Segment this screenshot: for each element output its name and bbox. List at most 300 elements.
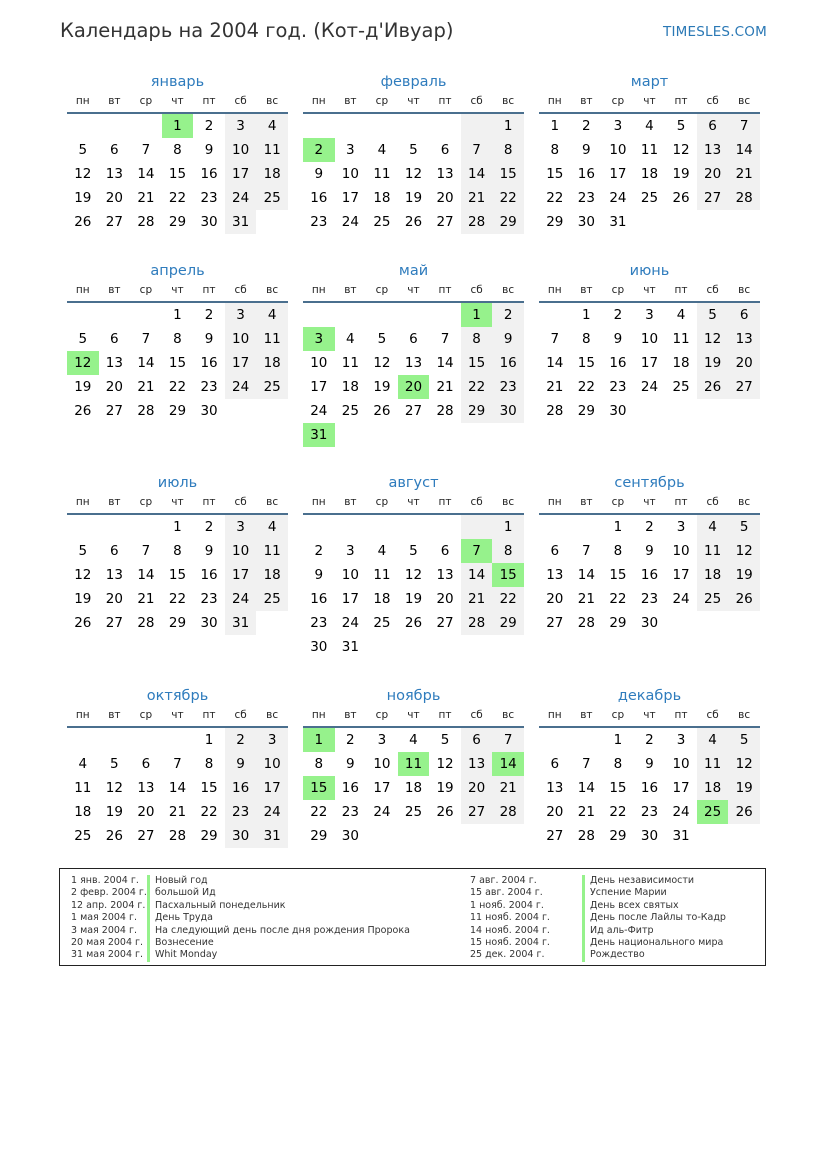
week-row bbox=[539, 563, 760, 587]
weekday-label: вт bbox=[108, 709, 121, 721]
day-cell: 2 bbox=[645, 732, 654, 748]
legend-date: 2 февр. 2004 г. bbox=[71, 887, 147, 899]
day-cell: 30 bbox=[200, 214, 218, 230]
day-cell: 6 bbox=[409, 331, 418, 347]
weekday-label: ср bbox=[611, 496, 625, 508]
day-cell: 25 bbox=[341, 403, 359, 419]
week-row bbox=[539, 824, 760, 848]
day-cell: 13 bbox=[137, 780, 155, 796]
empty-cell bbox=[366, 635, 398, 659]
weekday-header bbox=[303, 707, 524, 728]
month-7 bbox=[67, 473, 288, 635]
legend-date: 20 мая 2004 г. bbox=[71, 936, 144, 948]
day-cell: 15 bbox=[609, 567, 627, 583]
day-cell: 29 bbox=[577, 403, 595, 419]
weekday-label: вт bbox=[344, 709, 357, 721]
day-cell: 11 bbox=[256, 327, 288, 351]
day-cell: 16 bbox=[310, 591, 328, 607]
day-cell: 28 bbox=[137, 403, 155, 419]
legend-marker bbox=[147, 925, 150, 937]
day-cell: 10 bbox=[225, 138, 257, 162]
weekday-label: пн bbox=[311, 284, 326, 296]
day-cell: 24 bbox=[256, 800, 288, 824]
legend-name: Новый год bbox=[155, 875, 208, 886]
day-cell: 3 bbox=[676, 519, 686, 535]
empty-cell bbox=[398, 635, 430, 659]
day-cell: 12 bbox=[728, 752, 760, 776]
week-row bbox=[539, 303, 760, 327]
day-cell: 1 bbox=[173, 307, 182, 323]
day-cell: 24 bbox=[341, 615, 359, 631]
day-cell: 22 bbox=[577, 379, 595, 395]
empty-cell bbox=[256, 399, 288, 423]
day-cell: 18 bbox=[341, 379, 359, 395]
site-link[interactable]: TIMESLES.COM bbox=[663, 24, 767, 40]
day-cell: 28 bbox=[436, 403, 454, 419]
weekday-label: чт bbox=[171, 95, 184, 107]
empty-cell bbox=[665, 210, 697, 234]
week-row bbox=[67, 752, 288, 776]
day-cell: 19 bbox=[672, 166, 690, 182]
day-cell: 13 bbox=[728, 327, 760, 351]
day-cell: 13 bbox=[546, 567, 564, 583]
day-cell: 8 bbox=[173, 543, 182, 559]
day-cell: 26 bbox=[404, 214, 423, 230]
legend-date: 1 мая 2004 г. bbox=[71, 912, 137, 924]
day-cell: 27 bbox=[728, 375, 760, 399]
day-cell: 9 bbox=[204, 142, 214, 158]
day-cell: 15 bbox=[492, 162, 524, 186]
day-cell: 8 bbox=[173, 331, 182, 347]
weekday-label: пт bbox=[202, 284, 216, 296]
day-cell: 25 bbox=[697, 587, 729, 611]
legend-date: 31 мая 2004 г. bbox=[71, 949, 144, 961]
month-4 bbox=[67, 261, 288, 423]
legend-marker bbox=[147, 912, 150, 924]
weekday-label: пт bbox=[438, 284, 452, 296]
day-cell: 2 bbox=[303, 138, 335, 162]
weekday-label: пн bbox=[547, 284, 562, 296]
empty-cell bbox=[67, 303, 99, 327]
day-cell: 27 bbox=[546, 828, 564, 844]
empty-cell bbox=[634, 210, 666, 234]
week-row bbox=[303, 423, 524, 447]
week-row bbox=[67, 351, 288, 375]
empty-cell bbox=[665, 611, 697, 635]
week-row bbox=[539, 399, 760, 423]
empty-cell bbox=[366, 515, 398, 539]
day-cell: 13 bbox=[546, 780, 564, 796]
day-cell: 2 bbox=[645, 519, 654, 535]
weekday-header bbox=[67, 494, 288, 515]
day-cell: 23 bbox=[225, 800, 257, 824]
weekday-label: сб bbox=[470, 284, 483, 296]
month-8 bbox=[303, 473, 524, 659]
weekday-label: пн bbox=[75, 95, 90, 107]
day-cell: 4 bbox=[409, 732, 418, 748]
empty-cell bbox=[728, 399, 760, 423]
day-cell: 6 bbox=[440, 543, 450, 559]
day-cell: 15 bbox=[577, 355, 595, 371]
day-cell: 22 bbox=[168, 591, 187, 607]
legend-column-right bbox=[470, 875, 726, 962]
empty-cell bbox=[571, 728, 603, 752]
empty-cell bbox=[697, 210, 729, 234]
day-cell: 15 bbox=[546, 166, 564, 182]
weekday-label: вт bbox=[108, 496, 121, 508]
week-row bbox=[303, 210, 524, 234]
day-cell: 9 bbox=[314, 567, 324, 583]
week-row bbox=[303, 186, 524, 210]
day-cell: 19 bbox=[697, 351, 729, 375]
day-cell: 5 bbox=[728, 728, 760, 752]
week-row bbox=[67, 375, 288, 399]
holiday-legend bbox=[59, 868, 766, 966]
day-cell: 4 bbox=[346, 331, 355, 347]
legend-row bbox=[71, 900, 410, 912]
weekday-label: пт bbox=[202, 95, 216, 107]
weekday-label: сб bbox=[470, 709, 483, 721]
empty-cell bbox=[303, 303, 335, 327]
day-cell: 5 bbox=[78, 142, 88, 158]
legend-column-left bbox=[71, 875, 410, 962]
week-row bbox=[303, 351, 524, 375]
day-cell: 2 bbox=[492, 303, 524, 327]
day-cell: 5 bbox=[409, 543, 418, 559]
week-row bbox=[539, 587, 760, 611]
day-cell: 18 bbox=[672, 355, 690, 371]
week-row bbox=[303, 752, 524, 776]
empty-cell bbox=[398, 303, 430, 327]
day-cell: 4 bbox=[697, 515, 729, 539]
day-cell: 7 bbox=[461, 539, 493, 563]
empty-cell bbox=[461, 824, 493, 848]
empty-cell bbox=[429, 515, 461, 539]
weekday-label: чт bbox=[407, 284, 420, 296]
month-name: сентябрь bbox=[614, 475, 685, 491]
day-cell: 23 bbox=[492, 375, 524, 399]
day-cell: 9 bbox=[645, 543, 654, 559]
day-cell: 30 bbox=[577, 214, 595, 230]
day-cell: 13 bbox=[697, 138, 729, 162]
week-row bbox=[303, 728, 524, 752]
legend-row bbox=[470, 937, 726, 949]
legend-row bbox=[71, 912, 410, 924]
day-cell: 6 bbox=[110, 543, 119, 559]
day-cell: 17 bbox=[225, 563, 257, 587]
month-name: ноябрь bbox=[386, 688, 441, 704]
day-cell: 18 bbox=[373, 190, 391, 206]
day-cell: 2 bbox=[613, 307, 623, 323]
legend-marker bbox=[582, 949, 585, 961]
day-cell: 29 bbox=[168, 403, 187, 419]
week-row bbox=[67, 114, 288, 138]
weekday-label: ср bbox=[139, 95, 153, 107]
legend-name: Рождество bbox=[590, 949, 645, 961]
day-cell: 18 bbox=[404, 780, 423, 796]
legend-row bbox=[470, 887, 726, 899]
day-cell: 23 bbox=[200, 591, 218, 607]
week-row bbox=[67, 303, 288, 327]
day-cell: 28 bbox=[168, 828, 187, 844]
day-cell: 14 bbox=[546, 355, 564, 371]
legend-name: Whit Monday bbox=[155, 949, 218, 961]
weekday-label: вт bbox=[344, 95, 357, 107]
empty-cell bbox=[539, 515, 571, 539]
legend-name: На следующий день после дня рождения Пророка bbox=[155, 924, 410, 936]
weekday-label: пн bbox=[311, 95, 326, 107]
legend-name: большой Ид bbox=[155, 887, 216, 899]
day-cell: 7 bbox=[492, 728, 524, 752]
week-row bbox=[303, 824, 524, 848]
empty-cell bbox=[99, 515, 131, 539]
day-cell: 18 bbox=[697, 563, 729, 587]
empty-cell bbox=[130, 303, 162, 327]
day-cell: 30 bbox=[225, 824, 257, 848]
legend-row bbox=[71, 949, 410, 961]
legend-date: 7 авг. 2004 г. bbox=[470, 875, 537, 886]
weekday-label: вт bbox=[344, 284, 357, 296]
day-cell: 3 bbox=[346, 543, 355, 559]
day-cell: 20 bbox=[137, 804, 155, 820]
weekday-label: пн bbox=[75, 709, 90, 721]
day-cell: 1 bbox=[162, 114, 194, 138]
day-cell: 14 bbox=[137, 567, 155, 583]
week-row bbox=[539, 375, 760, 399]
weekday-label: пн bbox=[547, 496, 562, 508]
day-cell: 8 bbox=[492, 138, 524, 162]
day-cell: 25 bbox=[697, 800, 729, 824]
weekday-label: чт bbox=[171, 709, 184, 721]
day-cell: 17 bbox=[672, 780, 690, 796]
day-cell: 8 bbox=[314, 756, 324, 772]
week-row bbox=[67, 162, 288, 186]
day-cell: 24 bbox=[225, 375, 257, 399]
empty-cell bbox=[429, 423, 461, 447]
day-cell: 13 bbox=[404, 355, 423, 371]
empty-cell bbox=[429, 114, 461, 138]
day-cell: 22 bbox=[168, 379, 187, 395]
weekday-label: вт bbox=[344, 496, 357, 508]
weekday-label: пн bbox=[547, 709, 562, 721]
weekday-label: пт bbox=[202, 709, 216, 721]
day-cell: 14 bbox=[461, 162, 493, 186]
empty-cell bbox=[256, 611, 288, 635]
day-cell: 14 bbox=[436, 355, 454, 371]
day-cell: 22 bbox=[492, 587, 524, 611]
day-cell: 22 bbox=[609, 804, 627, 820]
day-cell: 6 bbox=[697, 114, 729, 138]
day-cell: 4 bbox=[256, 303, 288, 327]
week-row bbox=[303, 776, 524, 800]
day-cell: 26 bbox=[728, 800, 760, 824]
day-cell: 22 bbox=[200, 804, 218, 820]
weekday-label: ср bbox=[611, 284, 625, 296]
day-cell: 9 bbox=[314, 166, 324, 182]
weekday-label: пн bbox=[311, 496, 326, 508]
weekday-label: ср bbox=[375, 496, 389, 508]
week-row bbox=[303, 539, 524, 563]
week-row bbox=[67, 776, 288, 800]
week-row bbox=[303, 587, 524, 611]
day-cell: 3 bbox=[676, 732, 686, 748]
day-cell: 12 bbox=[436, 756, 454, 772]
empty-cell bbox=[256, 210, 288, 234]
day-cell: 27 bbox=[436, 214, 454, 230]
day-cell: 18 bbox=[697, 776, 729, 800]
weekday-label: пн bbox=[75, 496, 90, 508]
day-cell: 31 bbox=[256, 824, 288, 848]
weekday-header bbox=[539, 93, 760, 114]
week-row bbox=[67, 800, 288, 824]
weekday-label: чт bbox=[407, 709, 420, 721]
week-row bbox=[303, 399, 524, 423]
day-cell: 11 bbox=[640, 142, 659, 158]
day-cell: 10 bbox=[256, 752, 288, 776]
day-cell: 25 bbox=[404, 804, 423, 820]
day-cell: 28 bbox=[461, 611, 493, 635]
weekday-label: пт bbox=[438, 496, 452, 508]
weekday-label: вт bbox=[580, 709, 593, 721]
empty-cell bbox=[461, 423, 493, 447]
day-cell: 8 bbox=[204, 756, 214, 772]
empty-cell bbox=[461, 515, 493, 539]
day-cell: 15 bbox=[200, 780, 218, 796]
day-cell: 18 bbox=[256, 351, 288, 375]
day-cell: 21 bbox=[728, 162, 760, 186]
day-cell: 12 bbox=[697, 327, 729, 351]
weekday-label: вт bbox=[580, 496, 593, 508]
empty-cell bbox=[634, 399, 666, 423]
empty-cell bbox=[429, 824, 461, 848]
day-cell: 28 bbox=[577, 615, 595, 631]
day-cell: 20 bbox=[728, 351, 760, 375]
day-cell: 3 bbox=[613, 118, 623, 134]
day-cell: 9 bbox=[204, 331, 214, 347]
empty-cell bbox=[461, 635, 493, 659]
day-cell: 23 bbox=[200, 190, 218, 206]
weekday-label: вс bbox=[738, 709, 751, 721]
legend-marker bbox=[147, 887, 150, 899]
day-cell: 11 bbox=[697, 539, 729, 563]
day-cell: 27 bbox=[105, 615, 123, 631]
weekday-label: сб bbox=[706, 95, 719, 107]
day-cell: 29 bbox=[609, 615, 627, 631]
week-row bbox=[67, 824, 288, 848]
day-cell: 6 bbox=[550, 756, 560, 772]
weekday-label: вт bbox=[580, 95, 593, 107]
day-cell: 9 bbox=[645, 756, 654, 772]
empty-cell bbox=[130, 515, 162, 539]
legend-date: 1 янв. 2004 г. bbox=[71, 875, 139, 886]
day-cell: 17 bbox=[672, 567, 690, 583]
empty-cell bbox=[398, 423, 430, 447]
day-cell: 7 bbox=[728, 114, 760, 138]
day-cell: 12 bbox=[404, 567, 423, 583]
weekday-label: пн bbox=[75, 284, 90, 296]
legend-date: 14 нояб. 2004 г. bbox=[470, 924, 550, 936]
day-cell: 4 bbox=[377, 543, 387, 559]
day-cell: 17 bbox=[341, 591, 359, 607]
weekday-label: ср bbox=[139, 496, 153, 508]
day-cell: 30 bbox=[492, 399, 524, 423]
empty-cell bbox=[130, 728, 162, 752]
day-cell: 25 bbox=[74, 828, 92, 844]
day-cell: 7 bbox=[461, 138, 493, 162]
day-cell: 31 bbox=[225, 611, 257, 635]
day-cell: 21 bbox=[577, 804, 595, 820]
day-cell: 5 bbox=[697, 303, 729, 327]
day-cell: 18 bbox=[640, 166, 659, 182]
day-cell: 1 bbox=[550, 118, 560, 134]
day-cell: 3 bbox=[303, 327, 335, 351]
legend-name: Вознесение bbox=[155, 936, 214, 948]
week-row bbox=[67, 539, 288, 563]
day-cell: 6 bbox=[728, 303, 760, 327]
legend-marker bbox=[147, 949, 150, 961]
day-cell: 22 bbox=[492, 186, 524, 210]
day-cell: 2 bbox=[314, 543, 324, 559]
day-cell: 21 bbox=[461, 186, 493, 210]
day-cell: 22 bbox=[609, 591, 627, 607]
day-cell: 12 bbox=[373, 355, 391, 371]
month-name: март bbox=[630, 74, 669, 90]
month-name: май bbox=[398, 263, 429, 279]
day-cell: 23 bbox=[609, 379, 627, 395]
weekday-label: сб bbox=[470, 95, 483, 107]
day-cell: 25 bbox=[672, 379, 690, 395]
day-cell: 20 bbox=[436, 591, 454, 607]
day-cell: 14 bbox=[492, 752, 524, 776]
week-row bbox=[67, 611, 288, 635]
legend-name: День национального мира bbox=[590, 936, 724, 948]
day-cell: 5 bbox=[78, 331, 88, 347]
week-row bbox=[303, 138, 524, 162]
day-cell: 13 bbox=[461, 752, 493, 776]
day-cell: 12 bbox=[74, 166, 92, 182]
day-cell: 30 bbox=[609, 403, 627, 419]
day-cell: 7 bbox=[141, 331, 151, 347]
day-cell: 2 bbox=[204, 519, 214, 535]
empty-cell bbox=[571, 515, 603, 539]
weekday-label: чт bbox=[643, 95, 656, 107]
day-cell: 16 bbox=[225, 776, 257, 800]
legend-name: День всех святых bbox=[590, 899, 679, 911]
week-row bbox=[67, 399, 288, 423]
weekday-label: ср bbox=[139, 284, 153, 296]
day-cell: 3 bbox=[225, 515, 257, 539]
day-cell: 26 bbox=[728, 587, 760, 611]
day-cell: 16 bbox=[200, 567, 218, 583]
day-cell: 11 bbox=[341, 355, 359, 371]
empty-cell bbox=[99, 114, 131, 138]
empty-cell bbox=[539, 728, 571, 752]
day-cell: 5 bbox=[377, 331, 387, 347]
day-cell: 15 bbox=[168, 355, 187, 371]
legend-name: Ид аль-Фитр bbox=[590, 924, 654, 936]
week-row bbox=[539, 138, 760, 162]
day-cell: 17 bbox=[640, 355, 659, 371]
week-row bbox=[67, 186, 288, 210]
day-cell: 10 bbox=[640, 331, 659, 347]
day-cell: 7 bbox=[141, 543, 151, 559]
day-cell: 16 bbox=[200, 355, 218, 371]
weekday-label: вс bbox=[266, 496, 279, 508]
day-cell: 28 bbox=[546, 403, 564, 419]
day-cell: 7 bbox=[440, 331, 450, 347]
weekday-label: чт bbox=[643, 709, 656, 721]
weekday-label: вс bbox=[266, 95, 279, 107]
